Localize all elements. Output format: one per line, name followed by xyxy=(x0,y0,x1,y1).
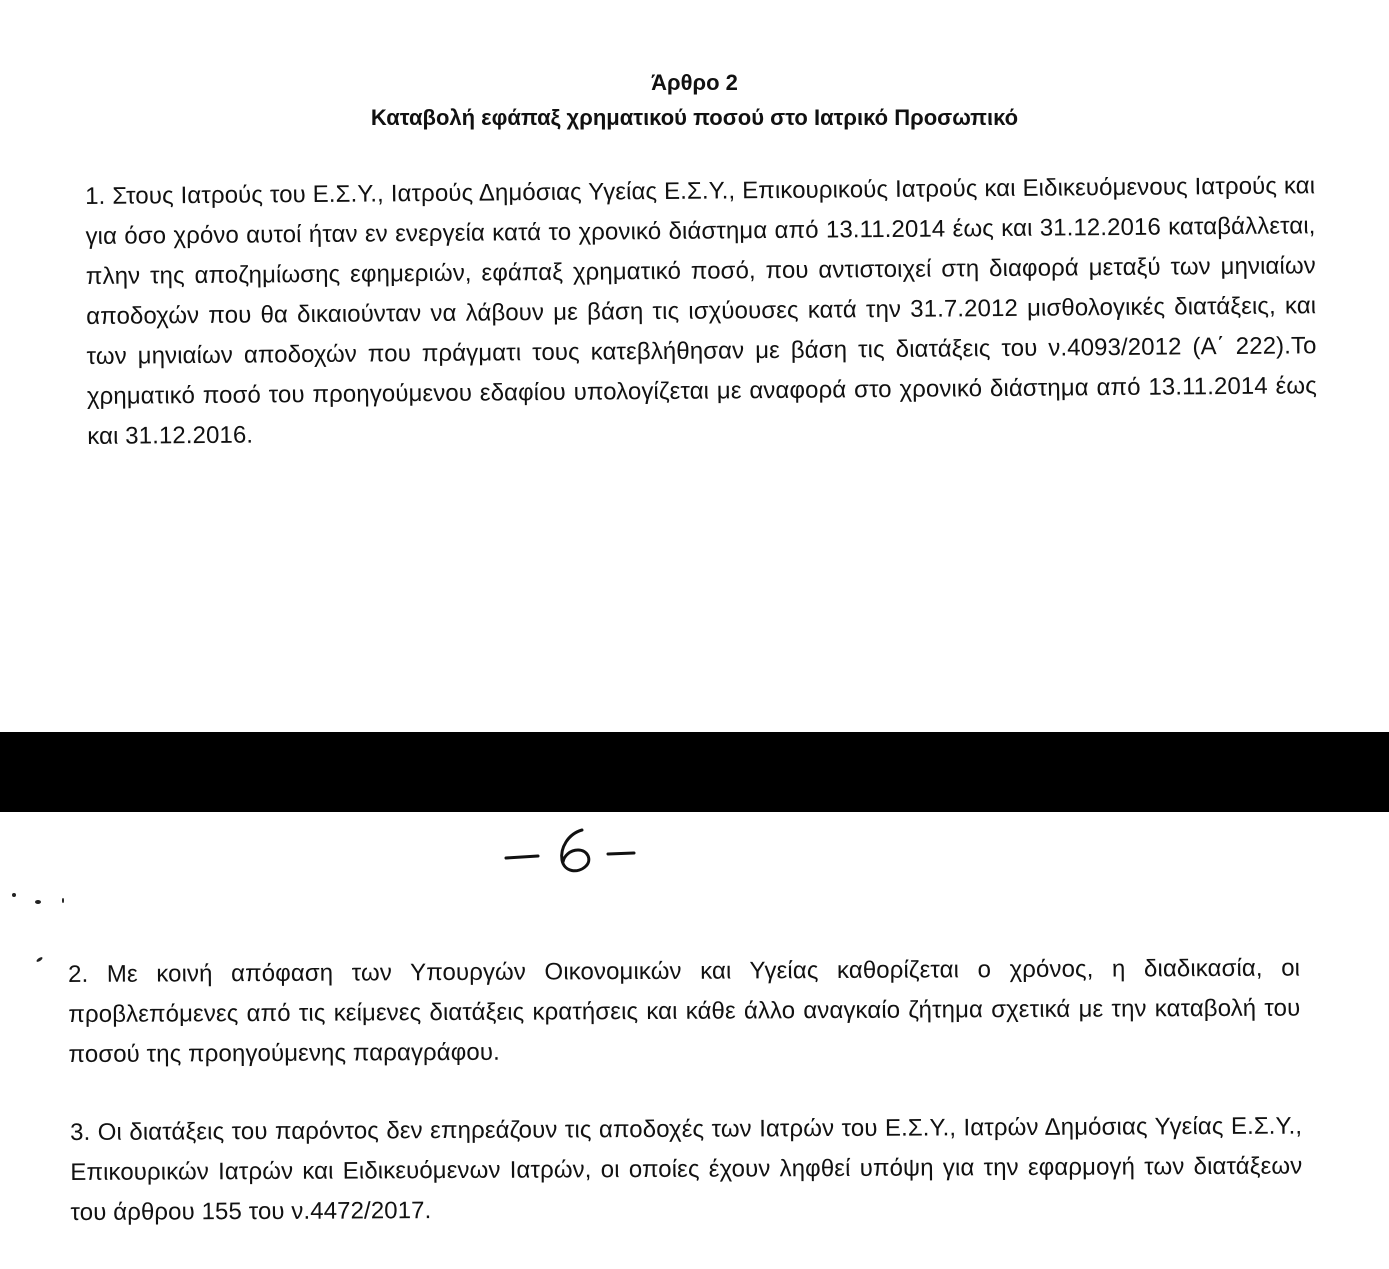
article-number: Άρθρο 2 xyxy=(651,70,738,95)
page-break-redaction-bar xyxy=(0,732,1389,812)
scan-speck xyxy=(62,898,64,903)
scan-speck xyxy=(35,900,41,904)
article-title: Καταβολή εφάπαξ χρηματικού ποσού στο Ιατρικό Προσωπικό xyxy=(370,105,1019,130)
scan-speck xyxy=(36,956,43,962)
paragraph-3: 3. Οι διατάξεις του παρόντος δεν επηρεάζουν τις αποδοχές των Ιατρών του Ε.Σ.Υ., Ιατρών Δημόσιας Υγείας Ε.Σ.Υ., Επικουρικών Ιατρών και Ειδικευόμενων Ιατρών, οι οποίες έχουν ληφθεί υπόψη για την εφαρμογή των διατάξεων του άρθρου 155 του ν.4472/2017. xyxy=(70,1112,1303,1226)
paragraph-2: 2. Με κοινή απόφαση των Υπουργών Οικονομικών και Υγείας καθορίζεται ο χρόνος, η διαδικασία, οι προβλεπόμενες από τις κείμενες διατάξεις κρατήσεις και κάθε άλλο αναγκαίο ζήτημα σχετικά με την καταβολή του ποσού της προηγούμενης παραγράφου. xyxy=(68,954,1301,1068)
paragraph-1: 1. Στους Ιατρούς του Ε.Σ.Υ., Ιατρούς Δημόσιας Υγείας Ε.Σ.Υ., Επικουρικούς Ιατρούς και Ειδικευόμενους Ιατρούς και για όσο χρόνο αυτοί ήταν εν ενεργεία κατά το χρονικό διάστημα από 13.11.2014 έως και 31.12.2016 καταβάλλεται, πλην της αποζημίωσης εφημεριών, εφάπαξ χρηματικό ποσό, που αντιστοιχεί στη διαφορά μεταξύ των μηνιαίων αποδοχών που θα δικαιούνταν να λάβουν με βάση τις ισχύουσες κατά την 31.7.2012 μισθολογικές διατάξεις, και των μηνιαίων αποδοχών που πράγματι τους κατεβλήθησαν με βάση τις διατάξεις του ν.4093/2012 (Α΄ 222).Το χρηματικό ποσό του προηγούμενου εδαφίου υπολογίζεται με αναφορά στο χρονικό διάστημα από 13.11.2014 έως και 31.12.2016. xyxy=(85,172,1317,450)
handwritten-page-number xyxy=(500,820,640,890)
scan-speck xyxy=(12,893,16,897)
